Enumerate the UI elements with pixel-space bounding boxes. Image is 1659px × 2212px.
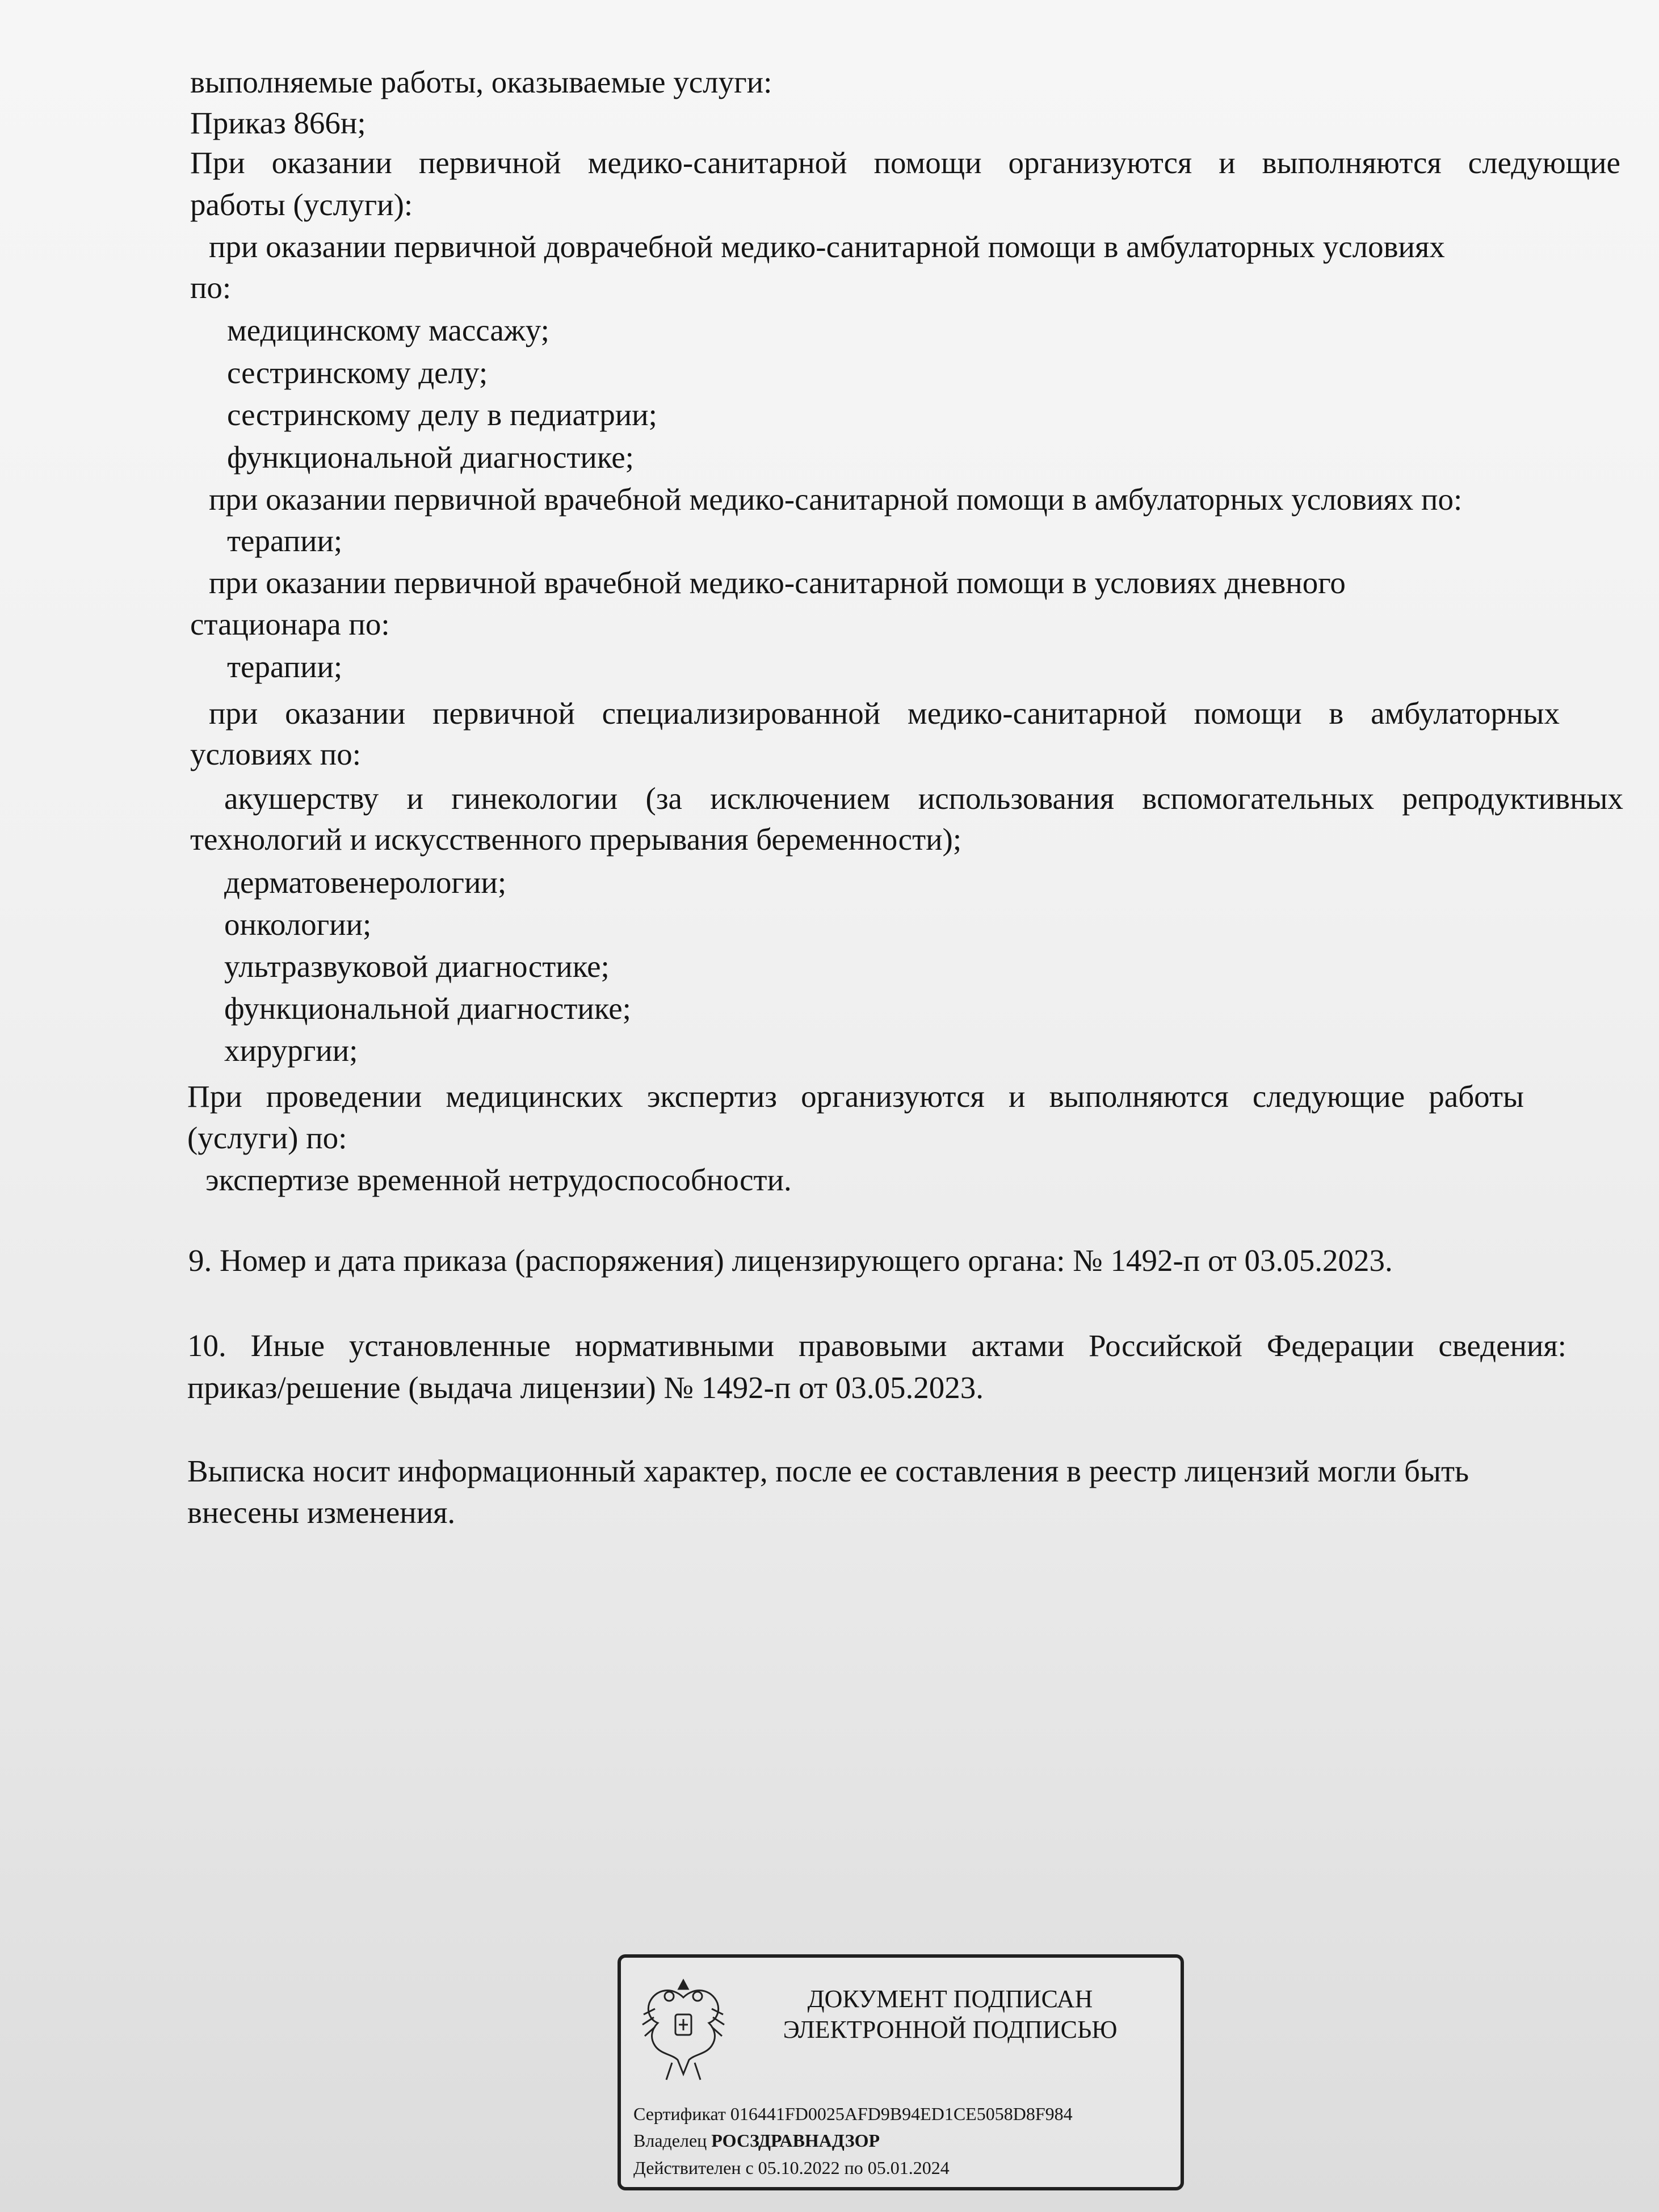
- word: правовыми: [798, 1328, 947, 1363]
- text-line: медицинскому массажу;: [227, 313, 549, 347]
- stamp-title-line1: ДОКУМЕНТ ПОДПИСАН: [807, 1985, 1093, 2013]
- text-line: терапии;: [227, 649, 343, 684]
- word: медико-санитарной: [587, 145, 847, 180]
- word: работы: [1429, 1079, 1524, 1114]
- word: специализированной: [602, 696, 881, 731]
- word: и: [1219, 145, 1236, 180]
- word: исключением: [710, 781, 891, 816]
- text-line-justified: [209, 692, 1560, 734]
- text-line: по:: [190, 270, 232, 305]
- electronic-signature-stamp: [618, 1954, 1184, 2190]
- stamp-title: [751, 1984, 1149, 2045]
- word: медицинских: [446, 1079, 623, 1114]
- text-line: Приказ 866н;: [190, 106, 366, 140]
- word: репродуктивных: [1402, 781, 1623, 816]
- text-line: сестринскому делу в педиатрии;: [227, 397, 657, 432]
- word: При: [187, 1079, 242, 1114]
- word: 10.: [187, 1328, 226, 1363]
- stamp-validity: Действителен с 05.10.2022 по 05.01.2024: [633, 2158, 950, 2178]
- word: Иные: [250, 1328, 325, 1363]
- text-line: функциональной диагностике;: [227, 440, 634, 475]
- text-line: при оказании первичной врачебной медико-санитарной помощи в амбулаторных условиях по:: [209, 482, 1463, 517]
- word: организуются: [1008, 145, 1192, 180]
- word: установленные: [348, 1328, 551, 1363]
- word: при: [209, 696, 258, 731]
- text-line: экспертизе временной нетрудоспособности.: [205, 1162, 792, 1197]
- text-line: технологий и искусственного прерывания беременности);: [190, 822, 962, 857]
- text-line: выполняемые работы, оказываемые услуги:: [190, 65, 772, 99]
- word: следующие: [1252, 1079, 1405, 1114]
- text-line-justified: [224, 778, 1623, 820]
- word: амбулаторных: [1371, 696, 1560, 731]
- text-line: функциональной диагностике;: [224, 991, 631, 1026]
- stamp-certificate: [633, 2102, 1073, 2125]
- word: первичной: [418, 145, 561, 180]
- text-line: стационара по:: [190, 607, 390, 641]
- text-line: условиях по:: [190, 737, 362, 771]
- word: акушерству: [224, 781, 379, 816]
- text-line: при оказании первичной доврачебной медико-санитарной помощи в амбулаторных условиях: [209, 229, 1445, 264]
- word: проведении: [266, 1079, 422, 1114]
- word: помощи: [1194, 696, 1302, 731]
- certificate-value: 016441FD0025AFD9B94ED1CE5058D8F984: [730, 2104, 1073, 2124]
- text-line-justified: [187, 1076, 1524, 1118]
- word: выполняются: [1049, 1079, 1229, 1114]
- text-line: дерматовенерологии;: [224, 865, 507, 900]
- text-line: приказ/решение (выдача лицензии) № 1492-п от 03.05.2023.: [187, 1370, 984, 1405]
- word: в: [1329, 696, 1344, 731]
- word: (за: [645, 781, 682, 816]
- word: использования: [918, 781, 1115, 816]
- text-line: сестринскому делу;: [227, 355, 488, 390]
- owner-value: РОСЗДРАВНАДЗОР: [711, 2130, 880, 2151]
- word: Федерации: [1266, 1328, 1414, 1363]
- word: экспертиз: [646, 1079, 778, 1114]
- word: Российской: [1088, 1328, 1242, 1363]
- word: медико-санитарной: [907, 696, 1167, 731]
- word: и: [1009, 1079, 1026, 1114]
- word: актами: [971, 1328, 1065, 1363]
- text-line: (услуги) по:: [187, 1120, 347, 1155]
- double-headed-eagle-icon: [638, 1975, 729, 2085]
- text-line-justified: [190, 142, 1620, 184]
- word: помощи: [873, 145, 982, 180]
- word: оказании: [271, 145, 392, 180]
- text-line: онкологии;: [224, 907, 372, 942]
- word: выполняются: [1262, 145, 1442, 180]
- word: сведения:: [1438, 1328, 1566, 1363]
- word: нормативными: [575, 1328, 775, 1363]
- word: При: [190, 145, 245, 180]
- certificate-label: Сертификат: [633, 2104, 726, 2124]
- text-line-item-9: 9. Номер и дата приказа (распоряжения) лицензирующего органа: № 1492-п от 03.05.2023.: [188, 1243, 1393, 1278]
- text-line: при оказании первичной врачебной медико-санитарной помощи в условиях дневного: [209, 565, 1346, 600]
- text-line-justified: [187, 1325, 1566, 1367]
- text-line: хирургии;: [224, 1033, 358, 1068]
- owner-label: Владелец: [633, 2130, 707, 2151]
- word: следующие: [1468, 145, 1620, 180]
- word: вспомогательных: [1142, 781, 1375, 816]
- stamp-owner: [633, 2129, 880, 2152]
- word: и: [406, 781, 423, 816]
- stamp-title-line2: ЭЛЕКТРОННОЙ ПОДПИСЬЮ: [783, 2016, 1118, 2043]
- word: первичной: [432, 696, 575, 731]
- text-line: ультразвуковой диагностике;: [224, 949, 610, 984]
- word: организуются: [801, 1079, 985, 1114]
- text-line: работы (услуги):: [190, 187, 413, 222]
- text-line: Выписка носит информационный характер, после ее составления в реестр лицензий могли быть: [187, 1454, 1469, 1488]
- text-line: внесены изменения.: [187, 1495, 456, 1530]
- word: гинекологии: [451, 781, 618, 816]
- word: оказании: [285, 696, 406, 731]
- text-line: терапии;: [227, 523, 343, 558]
